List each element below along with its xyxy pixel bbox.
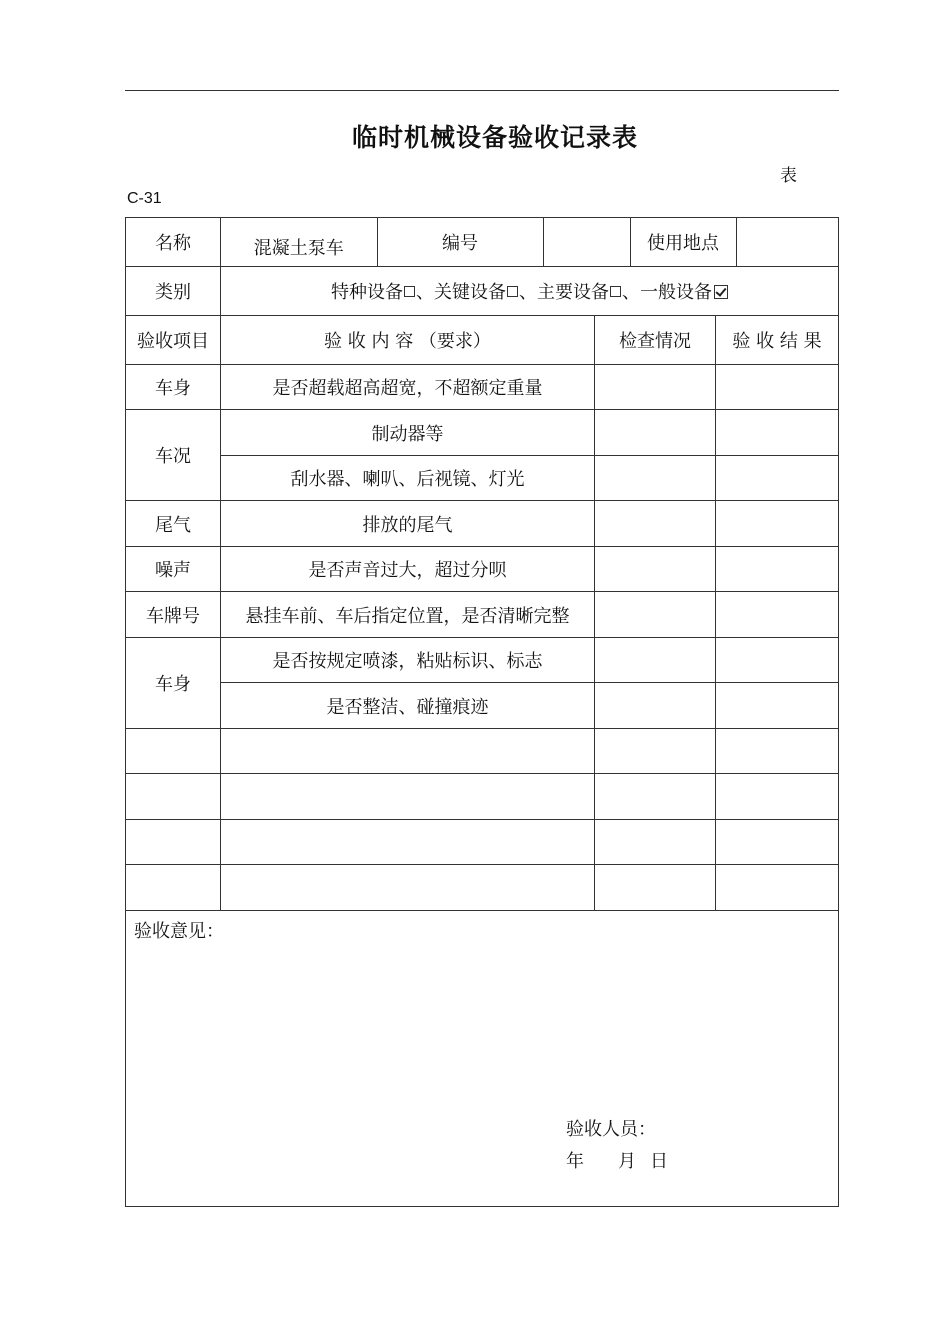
row-item: 车身 bbox=[126, 365, 221, 410]
row-content: 排放的尾气 bbox=[221, 501, 595, 547]
equipment-info-row bbox=[126, 218, 839, 267]
row-check-cell[interactable] bbox=[595, 501, 716, 547]
empty-content-cell[interactable] bbox=[221, 729, 595, 774]
empty-result-cell[interactable] bbox=[716, 774, 839, 820]
row-content: 制动器等 bbox=[221, 410, 595, 456]
empty-check-cell[interactable] bbox=[595, 820, 716, 865]
date-line bbox=[546, 1147, 668, 1173]
row-check-cell[interactable] bbox=[595, 456, 716, 501]
empty-check-cell[interactable] bbox=[595, 774, 716, 820]
row-result-cell[interactable] bbox=[716, 683, 839, 729]
date-year: 年 bbox=[566, 1151, 584, 1172]
row-result-cell[interactable] bbox=[716, 547, 839, 592]
row-check-cell[interactable] bbox=[595, 547, 716, 592]
checkbox-checked-icon[interactable] bbox=[714, 285, 728, 299]
category-option-main[interactable]: 主要设备 bbox=[537, 282, 622, 303]
category-options: 特种设备 、关键设备 、主要设备 、一般设备 bbox=[221, 267, 839, 316]
checkbox-icon[interactable] bbox=[610, 286, 621, 297]
column-header-result: 验 收 结 果 bbox=[716, 316, 839, 365]
row-result-cell[interactable] bbox=[716, 410, 839, 456]
document-title: 临时机械设备验收记录表 bbox=[351, 123, 638, 152]
empty-row bbox=[126, 865, 839, 911]
column-header-check: 检查情况 bbox=[595, 316, 716, 365]
empty-row bbox=[126, 774, 839, 820]
row-item: 尾气 bbox=[126, 501, 221, 547]
table-row bbox=[126, 592, 839, 638]
row-check-cell[interactable] bbox=[595, 365, 716, 410]
table-row bbox=[126, 456, 839, 501]
empty-item-cell[interactable] bbox=[126, 820, 221, 865]
row-item: 车牌号 bbox=[126, 592, 221, 638]
category-row bbox=[126, 267, 839, 316]
column-header-row bbox=[126, 316, 839, 365]
name-label: 名称 bbox=[126, 218, 221, 267]
table-row bbox=[126, 501, 839, 547]
row-content: 是否超载超高超宽，不超额定重量 bbox=[221, 365, 595, 410]
opinion-label: 验收意见： bbox=[134, 921, 224, 942]
empty-result-cell[interactable] bbox=[716, 729, 839, 774]
opinion-cell[interactable] bbox=[126, 911, 839, 1207]
empty-row bbox=[126, 729, 839, 774]
empty-item-cell[interactable] bbox=[126, 774, 221, 820]
empty-content-cell[interactable] bbox=[221, 820, 595, 865]
location-value[interactable] bbox=[736, 218, 838, 266]
table-row bbox=[126, 365, 839, 410]
empty-result-cell[interactable] bbox=[716, 865, 839, 911]
category-option-special[interactable]: 特种设备 bbox=[331, 282, 416, 303]
row-result-cell[interactable] bbox=[716, 501, 839, 547]
row-content: 悬挂车前、车后指定位置，是否清晰完整 bbox=[221, 592, 595, 638]
equipment-info-cell bbox=[221, 218, 839, 267]
empty-item-cell[interactable] bbox=[126, 865, 221, 911]
table-row bbox=[126, 547, 839, 592]
row-check-cell[interactable] bbox=[595, 638, 716, 683]
form-suffix: 表 bbox=[780, 166, 797, 186]
header-rule bbox=[125, 90, 839, 91]
empty-content-cell[interactable] bbox=[221, 865, 595, 911]
number-label: 编号 bbox=[377, 218, 543, 266]
row-content: 是否声音过大，超过分呗 bbox=[221, 547, 595, 592]
date-month: 月 bbox=[618, 1151, 636, 1172]
row-check-cell[interactable] bbox=[595, 592, 716, 638]
empty-check-cell[interactable] bbox=[595, 729, 716, 774]
checkbox-icon[interactable] bbox=[404, 286, 415, 297]
empty-check-cell[interactable] bbox=[595, 865, 716, 911]
empty-result-cell[interactable] bbox=[716, 820, 839, 865]
row-result-cell[interactable] bbox=[716, 592, 839, 638]
row-item: 噪声 bbox=[126, 547, 221, 592]
row-content: 是否按规定喷漆，粘贴标识、标志 bbox=[221, 638, 595, 683]
row-check-cell[interactable] bbox=[595, 683, 716, 729]
row-content: 是否整洁、碰撞痕迹 bbox=[221, 683, 595, 729]
row-result-cell[interactable] bbox=[716, 365, 839, 410]
empty-content-cell[interactable] bbox=[221, 774, 595, 820]
location-label: 使用地点 bbox=[630, 218, 736, 266]
column-header-content: 验 收 内 容 （要求） bbox=[221, 316, 595, 365]
inspector-label: 验收人员： bbox=[566, 1119, 656, 1140]
table-row bbox=[126, 638, 839, 683]
opinion-row bbox=[126, 911, 839, 1207]
form-code: C-31 bbox=[127, 190, 162, 207]
row-content: 刮水器、喇叭、后视镜、灯光 bbox=[221, 456, 595, 501]
empty-row bbox=[126, 820, 839, 865]
row-result-cell[interactable] bbox=[716, 638, 839, 683]
category-label: 类别 bbox=[126, 267, 221, 316]
name-value[interactable]: 混凝土泵车 bbox=[253, 238, 344, 259]
category-option-key[interactable]: 关键设备 bbox=[434, 282, 519, 303]
column-header-item: 验收项目 bbox=[126, 316, 221, 365]
date-day: 日 bbox=[650, 1151, 668, 1172]
table-row bbox=[126, 410, 839, 456]
checkbox-icon[interactable] bbox=[507, 286, 518, 297]
number-value[interactable] bbox=[543, 218, 630, 266]
empty-item-cell[interactable] bbox=[126, 729, 221, 774]
row-item: 车况 bbox=[126, 410, 221, 501]
table-row bbox=[126, 683, 839, 729]
category-option-general[interactable]: 一般设备 bbox=[640, 282, 728, 303]
row-result-cell[interactable] bbox=[716, 456, 839, 501]
row-check-cell[interactable] bbox=[595, 410, 716, 456]
row-item: 车身 bbox=[126, 638, 221, 729]
acceptance-form-table bbox=[125, 217, 839, 1207]
